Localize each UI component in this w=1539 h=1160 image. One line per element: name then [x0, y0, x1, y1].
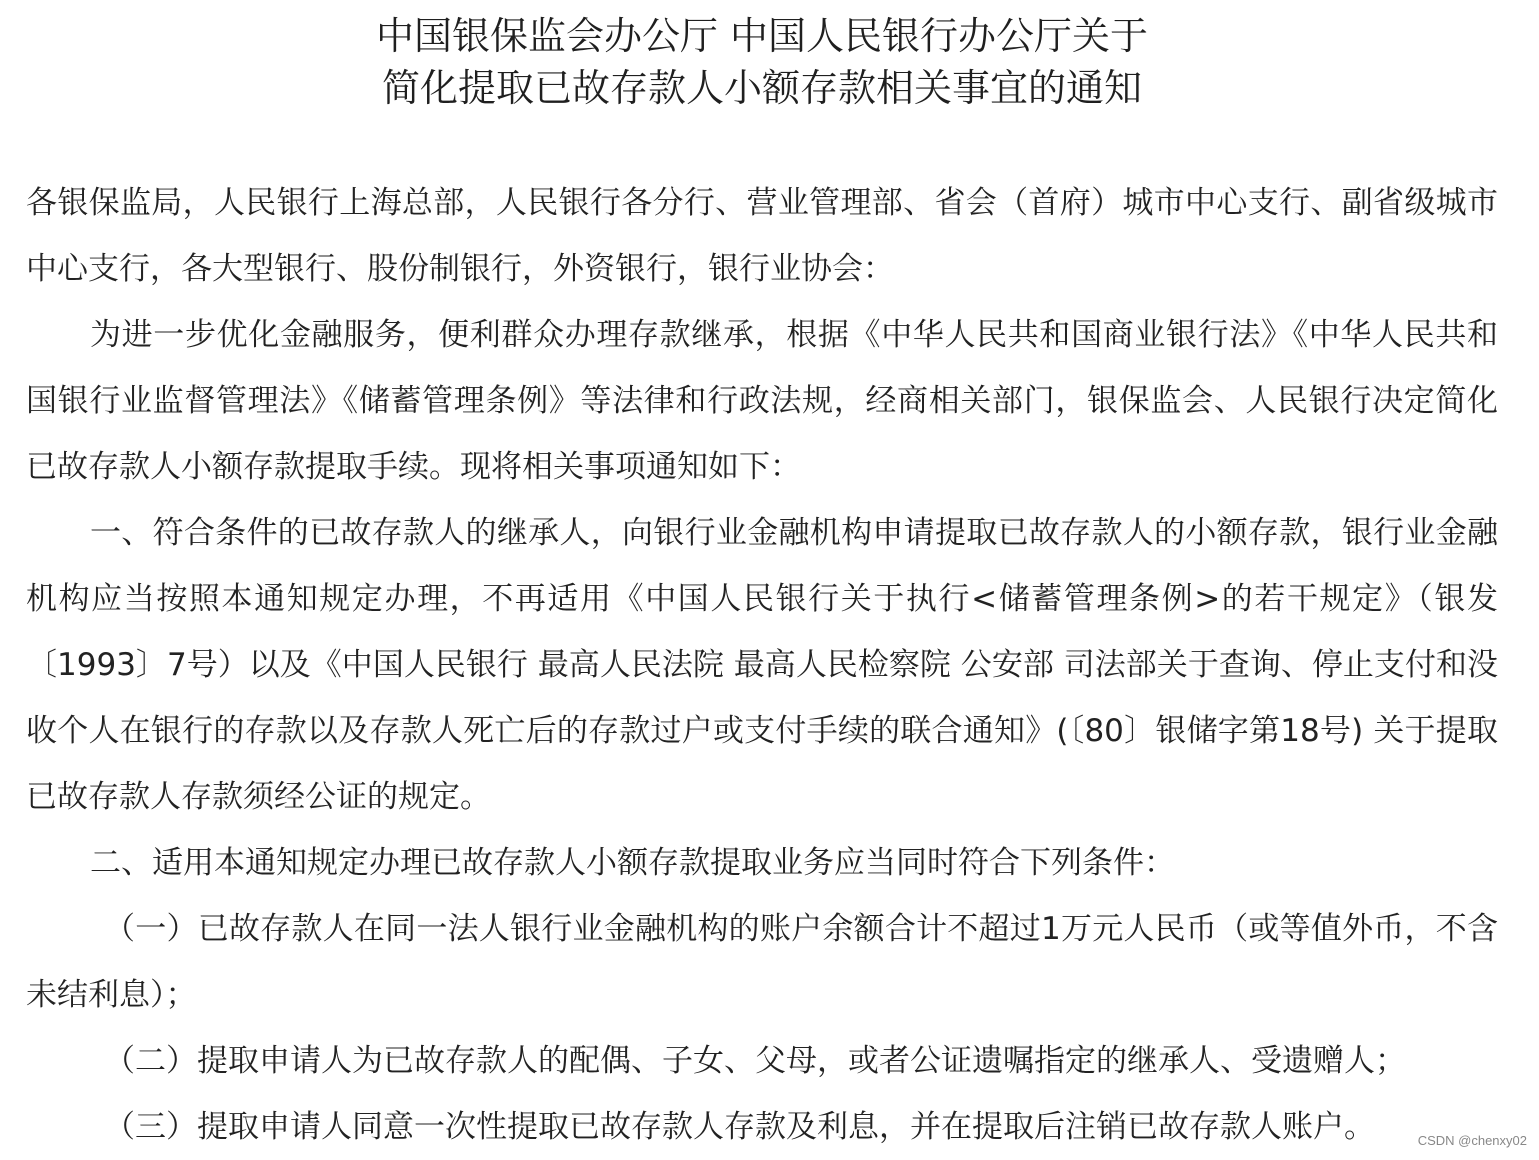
item-2-paragraph: 二、适用本通知规定办理已故存款人小额存款提取业务应当同时符合下列条件： [90, 845, 1175, 881]
item-2-sub-3: （三）提取申请人同意一次性提取已故存款人存款及利息，并在提取后注销已故存款人账户。 [104, 1109, 1375, 1145]
title-line-2: 简化提取已故存款人小额存款相关事宜的通知 [381, 66, 1142, 110]
document-title [26, 10, 1498, 114]
item-2-sub-1: （一）已故存款人在同一法人银行业金融机构的账户余额合计不超过1万元人民币（或等值外币，不含未结利息）； [26, 911, 1498, 1013]
document-body [26, 170, 1498, 1160]
recipients-paragraph: 各银保监局，人民银行上海总部，人民银行各分行、营业管理部、省会（首府）城市中心支行、副省级城市中心支行，各大型银行、股份制银行，外资银行，银行业协会： [26, 185, 1498, 287]
item-1-paragraph: 一、符合条件的已故存款人的继承人，向银行业金融机构申请提取已故存款人的小额存款，银行业金融机构应当按照本通知规定办理，不再适用《中国人民银行关于执行<储蓄管理条例>的若干规定》（银发〔1993〕7号）以及《中国人民银行 最高人民法院 最高人民检察院 公安部 司法部关于查询、停止支付和没收个人在银行的存款以及存款人死亡后的存款过户或支付手续的联合通知》(〔80〕银储字第18号) 关于提取已故存款人存款须经公证的规定。 [26, 515, 1498, 815]
item-2-sub-2: （二）提取申请人为已故存款人的配偶、子女、父母，或者公证遗嘱指定的继承人、受遗赠人； [104, 1043, 1406, 1079]
watermark: CSDN @chenxy02 [1417, 1133, 1527, 1148]
title-line-1: 中国银保监会办公厅 中国人民银行办公厅关于 [375, 14, 1149, 58]
document [26, 0, 1498, 1160]
intro-paragraph: 为进一步优化金融服务，便利群众办理存款继承，根据《中华人民共和国商业银行法》《中华人民共和国银行业监督管理法》《储蓄管理条例》等法律和行政法规，经商相关部门，银保监会、人民银行决定简化已故存款人小额存款提取手续。现将相关事项通知如下： [26, 317, 1498, 485]
